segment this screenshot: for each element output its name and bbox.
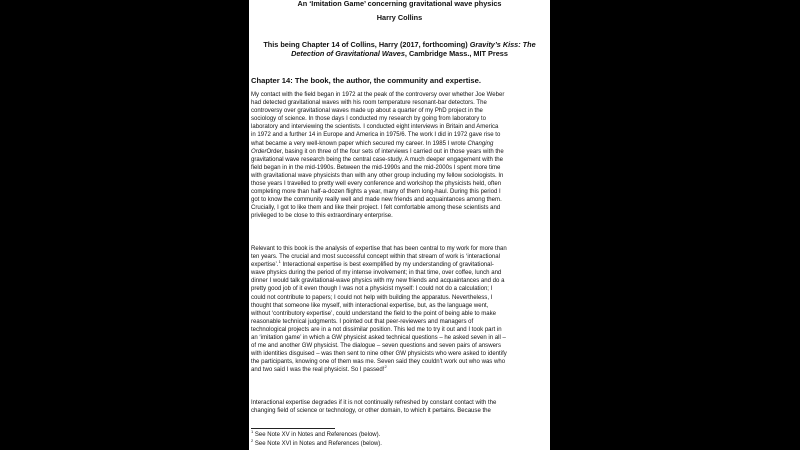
- footnote-text: See Note XVI in Notes and References (below).: [253, 441, 382, 447]
- text-segment: Order, basing it on three of the four sets of interviews I carried out in those years with the: [266, 148, 504, 155]
- text-segment: and two said I was the real physicist. So I passed!: [251, 367, 385, 374]
- text-line: Relevant to this book is the analysis of expertise that has been central to my work for more than: [251, 246, 507, 252]
- text-line: with identities disguised – was then sent to nine other GW physicists who were asked to identify: [251, 351, 507, 358]
- book-reference: Changing: [467, 140, 494, 147]
- text-line: Interactional expertise degrades if it is not continually refreshed by constant contact with the: [251, 400, 497, 406]
- footnote-number: 2: [251, 438, 254, 443]
- text-line: with gravitational wave physicists than with any other group including my fellow sociologists. In: [251, 172, 504, 179]
- paragraph-1: [251, 91, 550, 221]
- text-line: [251, 140, 550, 148]
- text-line: privileged to be close to this extraordinary enterprise.: [251, 213, 393, 220]
- text-line: field began in in the mid-1990s. Between the mid-1990s and the mid-2000s I spent more time: [251, 164, 501, 171]
- footnote-text: See Note XV in Notes and References (below).: [253, 432, 381, 438]
- book-title-part1: Gravity’s Kiss: The: [469, 40, 536, 49]
- document-page: [249, 0, 550, 450]
- paragraph-2: [251, 245, 550, 375]
- text-line: of me and another GW physicist. The dialogue – seven questions and seven pairs of answers: [251, 343, 501, 350]
- footnote-ref-2[interactable]: 2: [384, 364, 387, 370]
- text-line: My contact with the field began in 1972 at the peak of the controversy over whether Joe Weber: [251, 92, 505, 98]
- text-segment: what became a very well-known paper which secured my career. In 1985 I wrote: [251, 140, 468, 147]
- text-line: reasonable technical judgments. I pointed out that peer-reviewers and managers of: [251, 318, 474, 325]
- text-line: could not contribute to papers; I could not help with building the apparatus. Nevertheless, I: [251, 294, 493, 301]
- text-line: the participants, knowing one of them was me. Seven said they couldn’t work out who was who: [251, 359, 506, 366]
- chapter-prefix: This being Chapter 14 of Collins, Harry (2017, forthcoming): [263, 40, 470, 49]
- text-line: laboratory and interviewing the scientists. I conducted eight interviews in Britain and America: [251, 124, 499, 131]
- footnote-divider: [251, 428, 335, 429]
- chapter-citation-line2: [249, 49, 550, 58]
- footnote-ref-1[interactable]: 1: [278, 259, 281, 265]
- footnote-2: [251, 438, 382, 447]
- text-segment: expertise’.: [251, 262, 279, 269]
- text-line: Crucially, I got to like them and like their project. I felt comfortable among these scientists and: [251, 205, 501, 212]
- footnote-number: 1: [251, 429, 254, 434]
- text-line: without ‘contributory expertise’, could understand the field to the point of being able to make: [251, 310, 497, 317]
- text-line: an ‘imitation game’ in which a GW physicist asked technical questions – he asked seven in all –: [251, 335, 506, 342]
- text-line: had detected gravitational waves with his room temperature resonant-bar detectors. The: [251, 100, 487, 107]
- book-reference: Order: [251, 148, 267, 155]
- text-line: changing field of science or technology, or other domain, to which it pertains. Because the: [251, 408, 491, 415]
- text-line: [251, 261, 550, 269]
- text-line: completing more than half-a-dozen flights a year, many of them long-haul. During this period I: [251, 189, 501, 196]
- chapter-citation-line1: [249, 40, 550, 49]
- publisher: , Cambridge Mass., MIT Press: [404, 49, 508, 58]
- text-line: [251, 148, 550, 156]
- paragraph-3: [251, 399, 550, 415]
- text-line: got to know the community really well and made new friends and acquaintances among them.: [251, 197, 502, 204]
- text-line: ten years. The crucial and most successful concept within that stream of work is ‘interactional: [251, 254, 500, 261]
- text-line: gravitational wave research being the central case-study. A much deeper engagement with the: [251, 156, 503, 163]
- text-line: [251, 366, 550, 374]
- text-line: technological projects are in a not dissimilar position. This led me to try it out and I took part in: [251, 326, 502, 333]
- text-line: dinner I would talk gravitational-wave physics with my new friends and acquaintances and do a: [251, 278, 505, 285]
- text-line: in 1972 and a further 14 in Europe and America in 1975/6. The work I did in 1972 gave rise to: [251, 132, 501, 139]
- footnote-1: [251, 429, 381, 438]
- document-title: An ‘Imitation Game’ concerning gravitational wave physics: [297, 0, 502, 8]
- text-segment: Interactional expertise is best exemplified by my understanding of gravitational-: [280, 262, 494, 269]
- text-line: sociology of science. In those days I conducted my research by going from laboratory to: [251, 116, 486, 123]
- text-line: controversy over gravitational waves made up about a quarter of my PhD project in the: [251, 108, 483, 115]
- text-line: pretty good job of it even though I was not a physicist myself: I could not do a calculation; I: [251, 286, 493, 293]
- section-heading: Chapter 14: The book, the author, the community and expertise.: [251, 76, 481, 85]
- text-line: those years I travelled to pretty well every conference and workshop the physicists held, often: [251, 181, 502, 188]
- document-author: Harry Collins: [376, 13, 423, 22]
- text-line: thought that someone like myself, with interactional expertise, but, as the language went,: [251, 302, 489, 309]
- text-line: wave physics during the period of my intense involvement; in that time, over coffee, lunch and: [251, 270, 502, 277]
- book-title-part2: Detection of Gravitational Waves: [291, 49, 405, 58]
